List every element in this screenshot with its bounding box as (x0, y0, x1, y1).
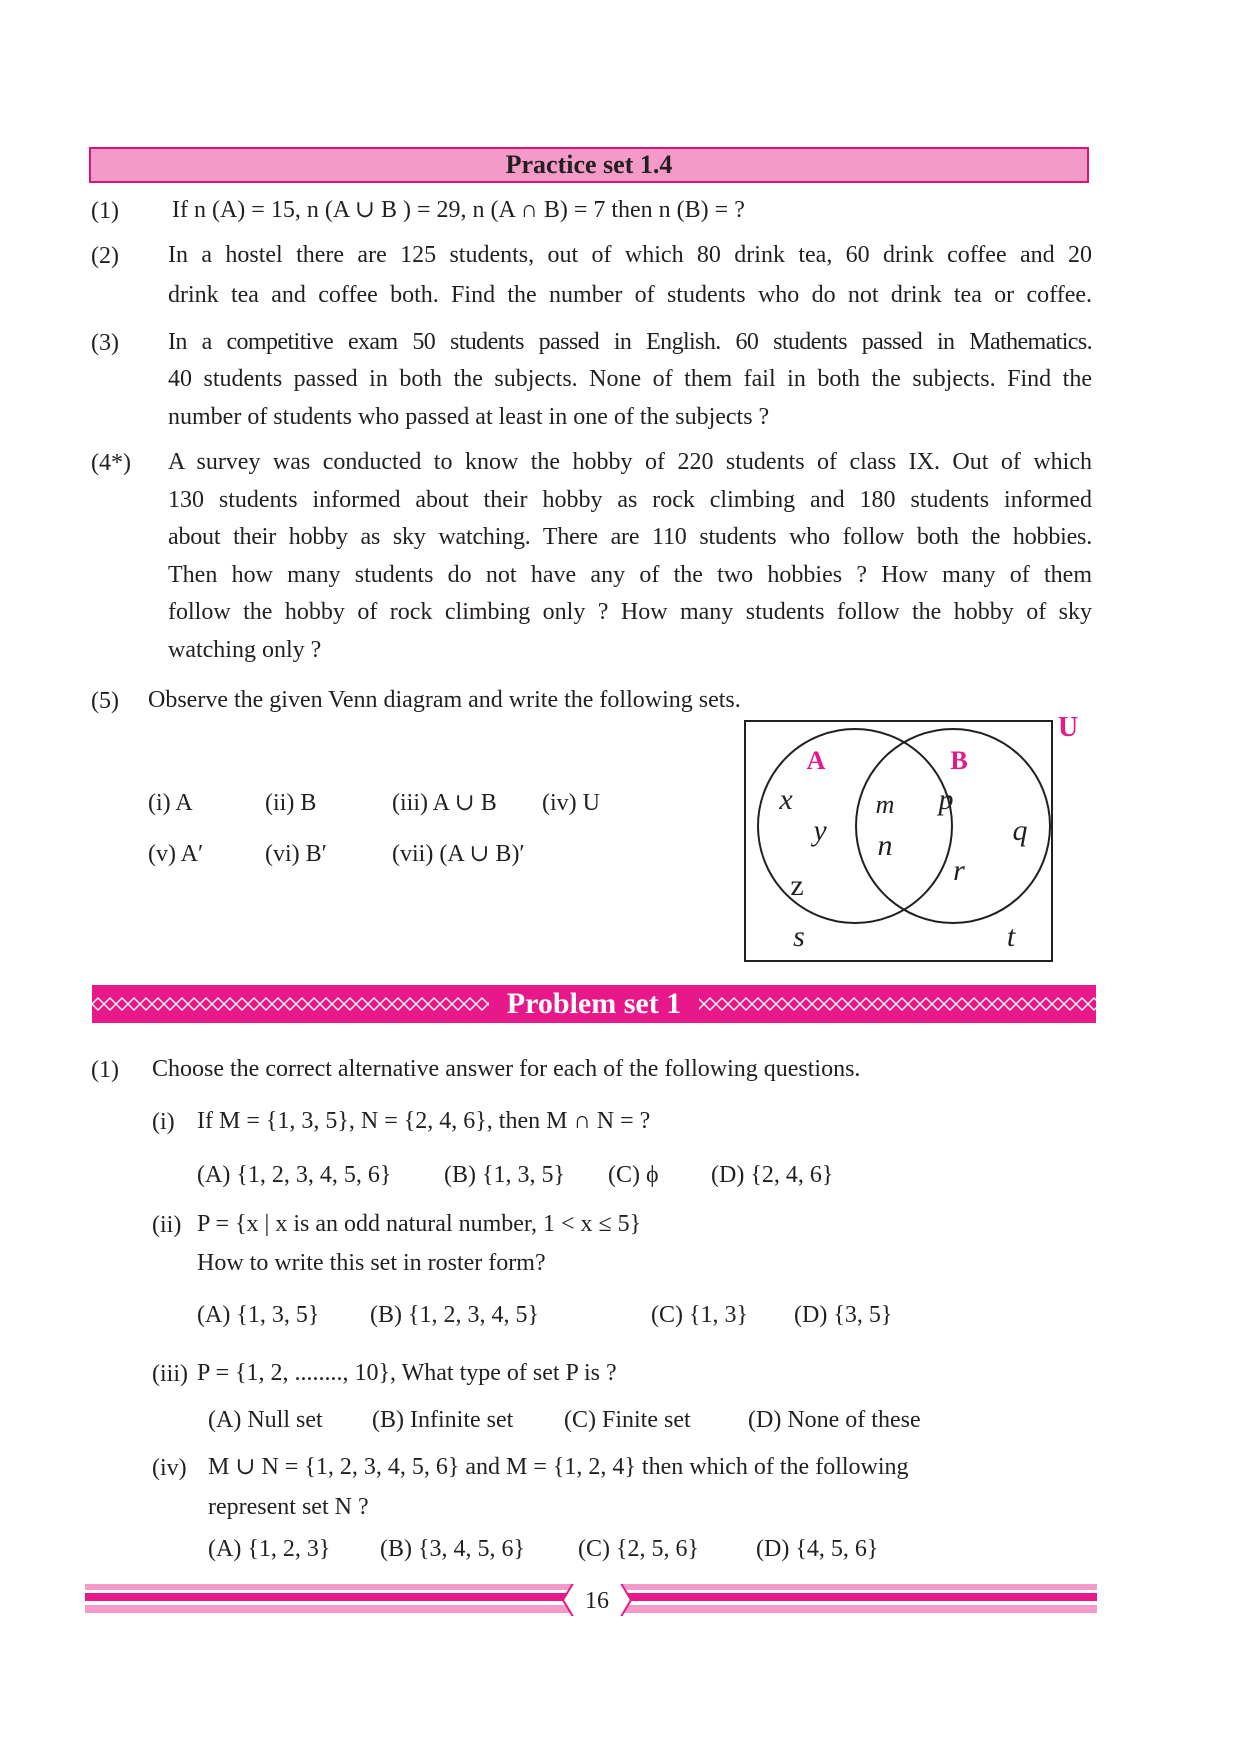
question-text-line: In a competitive exam 50 students passed in English. 60 students passed in Mathematics. (168, 329, 1092, 355)
question-text-line: A survey was conducted to know the hobby of 220 students of class IX. Out of which (168, 449, 1092, 475)
element-q: q (1012, 814, 1028, 847)
universal-set-label: U (1058, 712, 1079, 743)
answer-option: (C) {1, 3} (651, 1302, 749, 1328)
subquestion-label: (iii) (152, 1361, 188, 1387)
element-r: r (953, 854, 965, 887)
element-y: y (813, 814, 827, 847)
venn-part: (iii) A ∪ B (392, 790, 497, 816)
problem-set-banner (92, 985, 1096, 1023)
venn-part: (v) A′ (148, 841, 204, 867)
subquestion-text-line: How to write this set in roster form? (197, 1250, 546, 1276)
question-number: (1) (91, 198, 119, 224)
answer-option: (A) {1, 2, 3, 4, 5, 6} (197, 1162, 392, 1188)
page-footer (85, 1584, 1097, 1616)
answer-option: (A) {1, 3, 5} (197, 1302, 320, 1328)
element-s: s (793, 920, 805, 953)
venn-part: (vii) (A ∪ B)′ (392, 841, 525, 867)
answer-option: (D) None of these (748, 1407, 921, 1433)
question-number: (1) (91, 1057, 119, 1083)
subquestion-text: P = {1, 2, ........, 10}, What type of set P is ? (197, 1360, 617, 1386)
subquestion-text: P = {x | x is an odd natural number, 1 < x ≤ 5} (197, 1211, 642, 1237)
question-text: Observe the given Venn diagram and write the following sets. (148, 687, 741, 713)
question-text-line: drink tea and coffee both. Find the number of students who do not drink tea or coffee. (168, 282, 1092, 308)
answer-option: (B) Infinite set (372, 1407, 514, 1433)
question-text-line: about their hobby as sky watching. There are 110 students who follow both the hobbies. (168, 524, 1092, 550)
answer-option: (A) {1, 2, 3} (208, 1536, 331, 1562)
element-p: p (938, 783, 954, 816)
practice-set-title: Practice set 1.4 (89, 147, 1089, 183)
question-number: (3) (91, 330, 119, 356)
set-b-label: B (950, 746, 968, 775)
question-text: If n (A) = 15, n (A ∪ B ) = 29, n (A ∩ B) = 7 then n (B) = ? (172, 197, 745, 223)
answer-option: (D) {2, 4, 6} (711, 1162, 834, 1188)
venn-part: (vi) B′ (265, 841, 327, 867)
page-number: 16 (585, 1588, 609, 1614)
question-text-line: In a hostel there are 125 students, out of which 80 drink tea, 60 drink coffee and 20 (168, 242, 1092, 268)
answer-option: (D) {4, 5, 6} (756, 1536, 879, 1562)
subquestion-label: (iv) (152, 1455, 187, 1481)
answer-option: (D) {3, 5} (794, 1302, 893, 1328)
answer-option: (C) {2, 5, 6} (578, 1536, 700, 1562)
subquestion-label: (ii) (152, 1212, 182, 1238)
answer-option: (B) {1, 2, 3, 4, 5} (370, 1302, 540, 1328)
question-number: (4*) (91, 450, 131, 476)
answer-option: (C) ϕ (608, 1162, 659, 1188)
question-text-line: number of students who passed at least in one of the subjects ? (168, 404, 770, 430)
subquestion-text: M ∪ N = {1, 2, 3, 4, 5, 6} and M = {1, 2, 4} then which of the following (208, 1454, 909, 1480)
venn-diagram (744, 720, 1074, 962)
venn-part: (ii) B (265, 790, 317, 816)
answer-option: (C) Finite set (564, 1407, 691, 1433)
element-z: z (790, 869, 804, 902)
element-x: x (779, 783, 793, 816)
element-m: m (875, 790, 895, 819)
answer-option: (A) Null set (208, 1407, 323, 1433)
answer-option: (B) {3, 4, 5, 6} (380, 1536, 526, 1562)
set-a-label: A (806, 746, 826, 775)
answer-option: (B) {1, 3, 5} (444, 1162, 566, 1188)
element-n: n (877, 829, 893, 862)
problem-set-title: Problem set 1 (489, 987, 699, 1020)
question-text-line: 130 students informed about their hobby as rock climbing and 180 students informed (168, 487, 1092, 513)
question-text-line: Then how many students do not have any of the two hobbies ? How many of them (168, 562, 1092, 588)
question-number: (2) (91, 243, 119, 269)
question-text-line: follow the hobby of rock climbing only ? How many students follow the hobby of sky (168, 599, 1092, 625)
question-text-line: watching only ? (168, 637, 322, 663)
element-t: t (1006, 920, 1016, 953)
venn-part: (i) A (148, 790, 193, 816)
subquestion-text-line: represent set N ? (208, 1494, 369, 1520)
question-number: (5) (91, 688, 119, 714)
subquestion-label: (i) (152, 1109, 175, 1135)
question-text-line: 40 students passed in both the subjects. None of them fail in both the subjects. Find the (168, 366, 1092, 392)
subquestion-text: If M = {1, 3, 5}, N = {2, 4, 6}, then M ∩ N = ? (197, 1108, 651, 1134)
venn-part: (iv) U (542, 790, 600, 816)
question-text: Choose the correct alternative answer for each of the following questions. (152, 1056, 861, 1082)
